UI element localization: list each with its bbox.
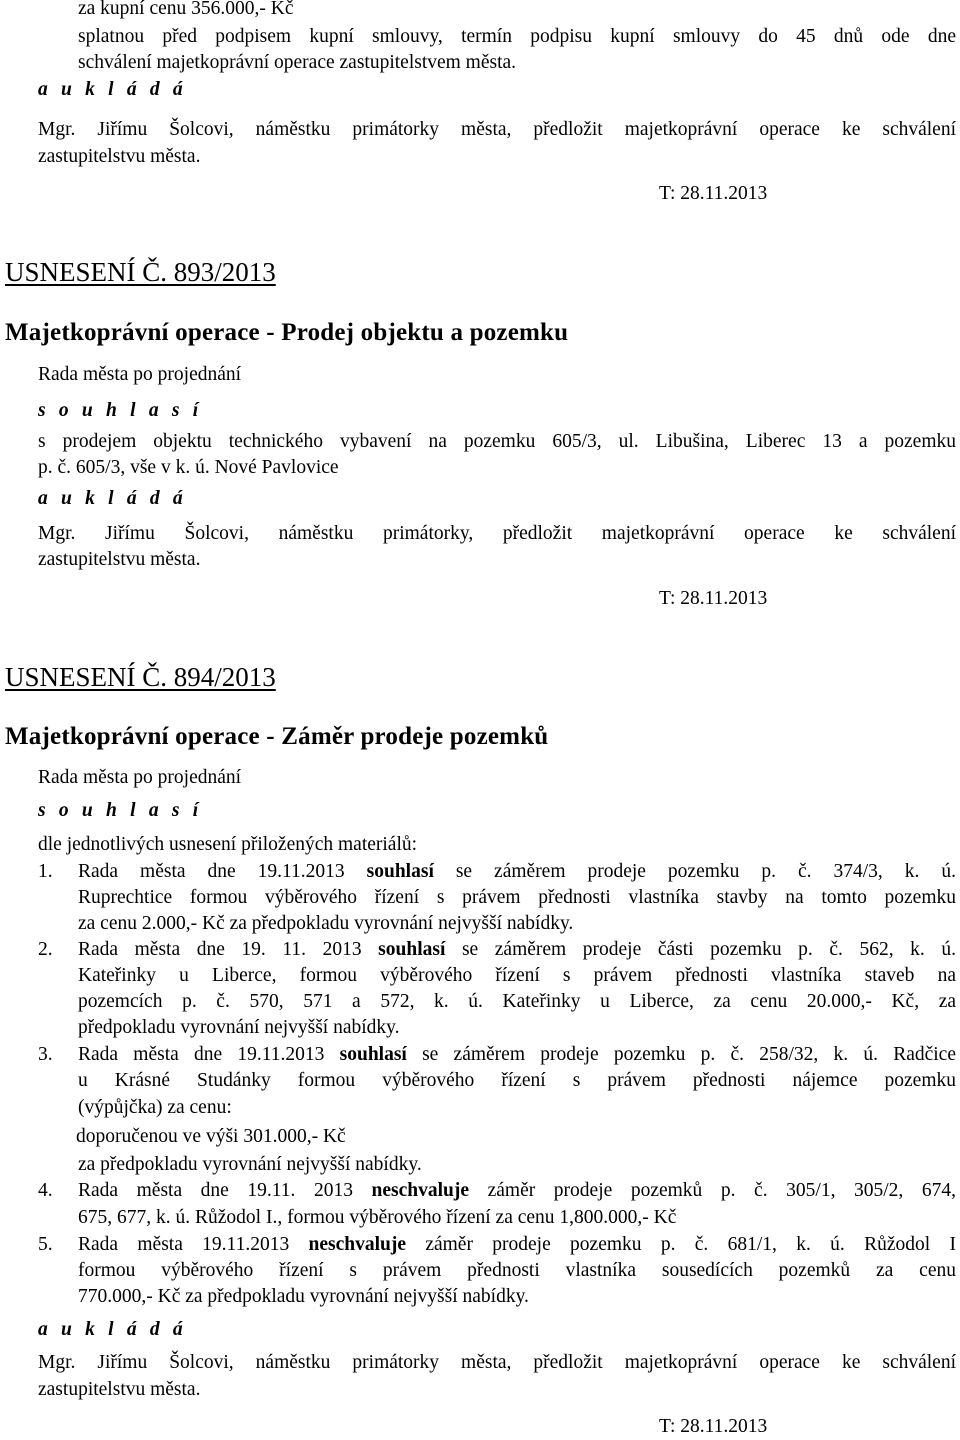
resolution-heading: USNESENÍ Č. 893/2013 — [5, 257, 276, 287]
ukladal-label: a u k l á d á — [38, 1319, 187, 1340]
text-line: zastupitelstvu města. — [38, 549, 201, 570]
text-line: Mgr. Jiřímu Šolcovi, náměstku primátorky, předložit majetkoprávní operace ke schválení — [38, 523, 956, 544]
list-item-number: 5. — [38, 1234, 53, 1255]
text-line: Ruprechtice formou výběrového řízení s právem přednosti vlastníka stavby na tomto pozemku — [78, 887, 956, 908]
text-line: předpokladu vyrovnání nejvyšší nabídky. — [78, 1017, 400, 1038]
souhlasi-label: s o u h l a s í — [38, 800, 203, 821]
list-item: Rada města dne 19.11.2013 souhlasí se záměrem prodeje pozemku p. č. 374/3, k. ú. — [78, 861, 957, 882]
list-item: Rada města 19.11.2013 neschvaluje záměr prodeje pozemku p. č. 681/1, k. ú. Růžodol I — [78, 1234, 956, 1255]
resolution-heading: USNESENÍ Č. 894/2013 — [5, 662, 276, 692]
text-line: splatnou před podpisem kupní smlouvy, termín podpisu kupní smlouvy do 45 dnů ode dne — [78, 26, 956, 47]
text-line: doporučenou ve výši 301.000,- Kč — [76, 1126, 346, 1147]
deadline: T: 28.11.2013 — [659, 1416, 768, 1437]
text-line: za cenu 2.000,- Kč za předpokladu vyrovnání nejvyšší nabídky. — [78, 913, 574, 934]
text-line: formou výběrového řízení s právem přednosti vlastníka sousedících pozemků za cenu — [78, 1260, 956, 1281]
text-line: 770.000,- Kč za předpokladu vyrovnání nejvyšší nabídky. — [78, 1286, 529, 1307]
text-line: dle jednotlivých usnesení přiložených materiálů: — [38, 834, 418, 855]
text-line: 675, 677, k. ú. Růžodol I., formou výběrového řízení za cenu 1,800.000,- Kč — [78, 1207, 677, 1228]
list-item-number: 1. — [38, 861, 53, 882]
list-item-number: 4. — [38, 1180, 53, 1201]
deadline: T: 28.11.2013 — [659, 588, 768, 609]
list-item-number: 2. — [38, 939, 53, 960]
ukladal-label: a u k l á d á — [38, 488, 187, 509]
text-line: p. č. 605/3, vše v k. ú. Nové Pavlovice — [38, 457, 339, 478]
text-line: za předpokladu vyrovnání nejvyšší nabídky. — [78, 1154, 422, 1175]
souhlasi-label: s o u h l a s í — [38, 400, 203, 421]
text-line: (výpůjčka) za cenu: — [78, 1097, 232, 1118]
resolution-title: Majetkoprávní operace - Prodej objektu a pozemku — [5, 319, 569, 346]
text-line: u Krásné Studánky formou výběrového řízení s právem přednosti nájemce pozemku — [78, 1070, 956, 1091]
text-line: Kateřinky u Liberce, formou výběrového řízení s právem přednosti vlastníka staveb na — [78, 965, 956, 986]
text-line: zastupitelstvu města. — [38, 146, 201, 167]
text-line: s prodejem objektu technického vybavení na pozemku 605/3, ul. Libušina, Liberec 13 a pozemku — [38, 431, 956, 452]
list-item: Rada města dne 19.11.2013 souhlasí se záměrem prodeje pozemku p. č. 258/32, k. ú. Radčice — [78, 1044, 956, 1065]
list-item-number: 3. — [38, 1044, 53, 1065]
text-line: Mgr. Jiřímu Šolcovi, náměstku primátorky města, předložit majetkoprávní operace ke schválení — [38, 119, 956, 140]
text-line: za kupní cenu 356.000,- Kč — [78, 0, 294, 19]
text-line: Rada města po projednání — [38, 767, 242, 788]
text-line: pozemcích p. č. 570, 571 a 572, k. ú. Kateřinky u Liberce, za cenu 20.000,- Kč, za — [78, 991, 956, 1012]
text-line: schválení majetkoprávní operace zastupitelstvem města. — [78, 52, 517, 73]
list-item: Rada města dne 19.11. 2013 neschvaluje záměr prodeje pozemků p. č. 305/1, 305/2, 674, — [78, 1180, 956, 1201]
text-line: zastupitelstvu města. — [38, 1379, 201, 1400]
list-item: Rada města dne 19. 11. 2013 souhlasí se záměrem prodeje části pozemku p. č. 562, k. ú. — [78, 939, 957, 960]
text-line: Rada města po projednání — [38, 364, 242, 385]
resolution-title: Majetkoprávní operace - Záměr prodeje pozemků — [5, 723, 549, 750]
ukladal-label: a u k l á d á — [38, 79, 187, 100]
deadline: T: 28.11.2013 — [659, 183, 768, 204]
text-line: Mgr. Jiřímu Šolcovi, náměstku primátorky města, předložit majetkoprávní operace ke schválení — [38, 1352, 956, 1373]
